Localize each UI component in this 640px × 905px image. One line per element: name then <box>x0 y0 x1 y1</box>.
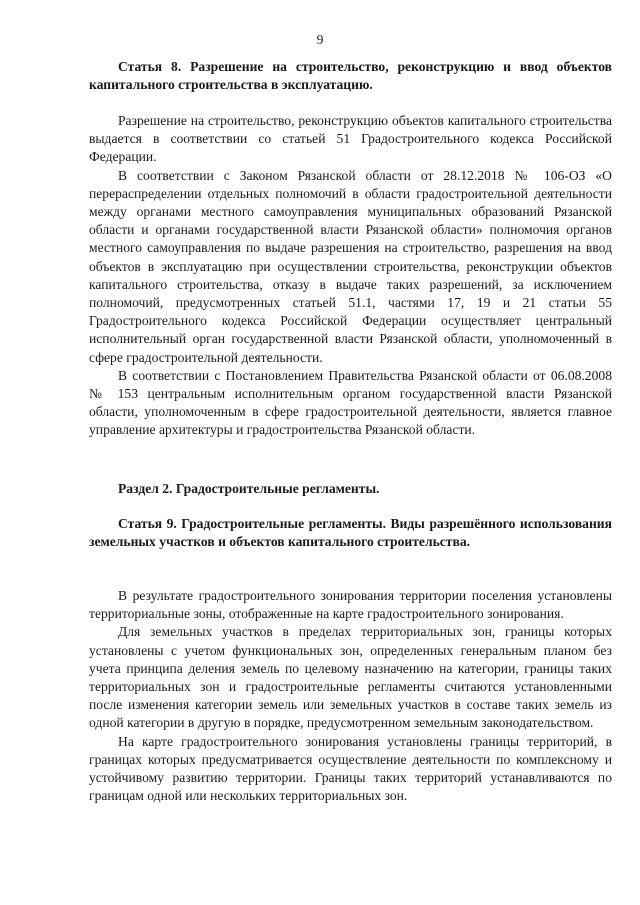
section-2 <box>89 480 612 498</box>
article-9-body <box>89 587 612 805</box>
article-9-paragraph-3: На карте градостроительного зонирования установлены границы территорий, в границах которых предусматривается осуществление деятельности по комплексному и устойчивому развитию территории. Границы таких территорий устанавливаются по границам одной или нескольких территориальных зон. <box>89 733 612 804</box>
article-8-paragraph-1: Разрешение на строительство, реконструкцию объектов капитального строительства выдается в соответствии со статьей 51 Градостроительного кодекса Российской Федерации. <box>89 113 612 165</box>
article-9-heading: Статья 9. Градостроительные регламенты. Виды разрешённого использования земельных участков и объектов капитального строительства. <box>89 516 612 550</box>
article-8-body <box>89 112 612 440</box>
section-2-heading: Раздел 2. Градостроительные регламенты. <box>118 481 380 496</box>
article-9-paragraph-1: В результате градостроительного зонирования территории поселения установлены территориальные зоны, отображенные на карте градостроительного зонирования. <box>89 588 612 622</box>
article-9 <box>89 515 612 551</box>
article-8-paragraph-2: В соответствии с Законом Рязанской области от 28.12.2018 № 106-ОЗ «О перераспределении отдельных полномочий в области градостроительной деятельности между органами местного самоуправления муниципальных образований Рязанской области и органами государственной власти Рязанской области» полномочия органов местного самоуправления по выдаче разрешения на строительство, разрешения на ввод объектов в эксплуатацию при осуществлении строительства, реконструкции объектов капитального строительства, отказу в выдаче таких разрешений, за исключением полномочий, предусмотренных статьей 51.1, частями 17, 19 и 21 статьи 55 Градостроительного кодекса Российской Федерации осуществляет центральный исполнительный орган государственной власти Рязанской области, уполномоченный в сфере градостроительной деятельности. <box>89 167 612 365</box>
article-8 <box>89 58 612 94</box>
article-8-paragraph-3: В соответствии с Постановлением Правительства Рязанской области от 06.08.2008 № 153 центральным исполнительным органом государственной власти Рязанской области, уполномоченным в сфере градостроительной деятельности, является главное управление архитектуры и градостроительства Рязанской области. <box>89 367 612 438</box>
article-9-paragraph-2: Для земельных участков в пределах территориальных зон, границы которых установлены с учетом функциональных зон, определенных генеральным планом без учета принципа деления земель по целевому назначению на категории, границы таких территориальных зон и градостроительные регламенты считаются установленными после изменения категории земель или земельных участков в составе таких земель из одной категории в другую в порядке, предусмотренном земельным законодательством. <box>89 624 612 731</box>
page-number: 9 <box>316 32 324 47</box>
article-8-heading: Статья 8. Разрешение на строительство, реконструкцию и ввод объектов капитального строительства в эксплуатацию. <box>89 59 612 93</box>
